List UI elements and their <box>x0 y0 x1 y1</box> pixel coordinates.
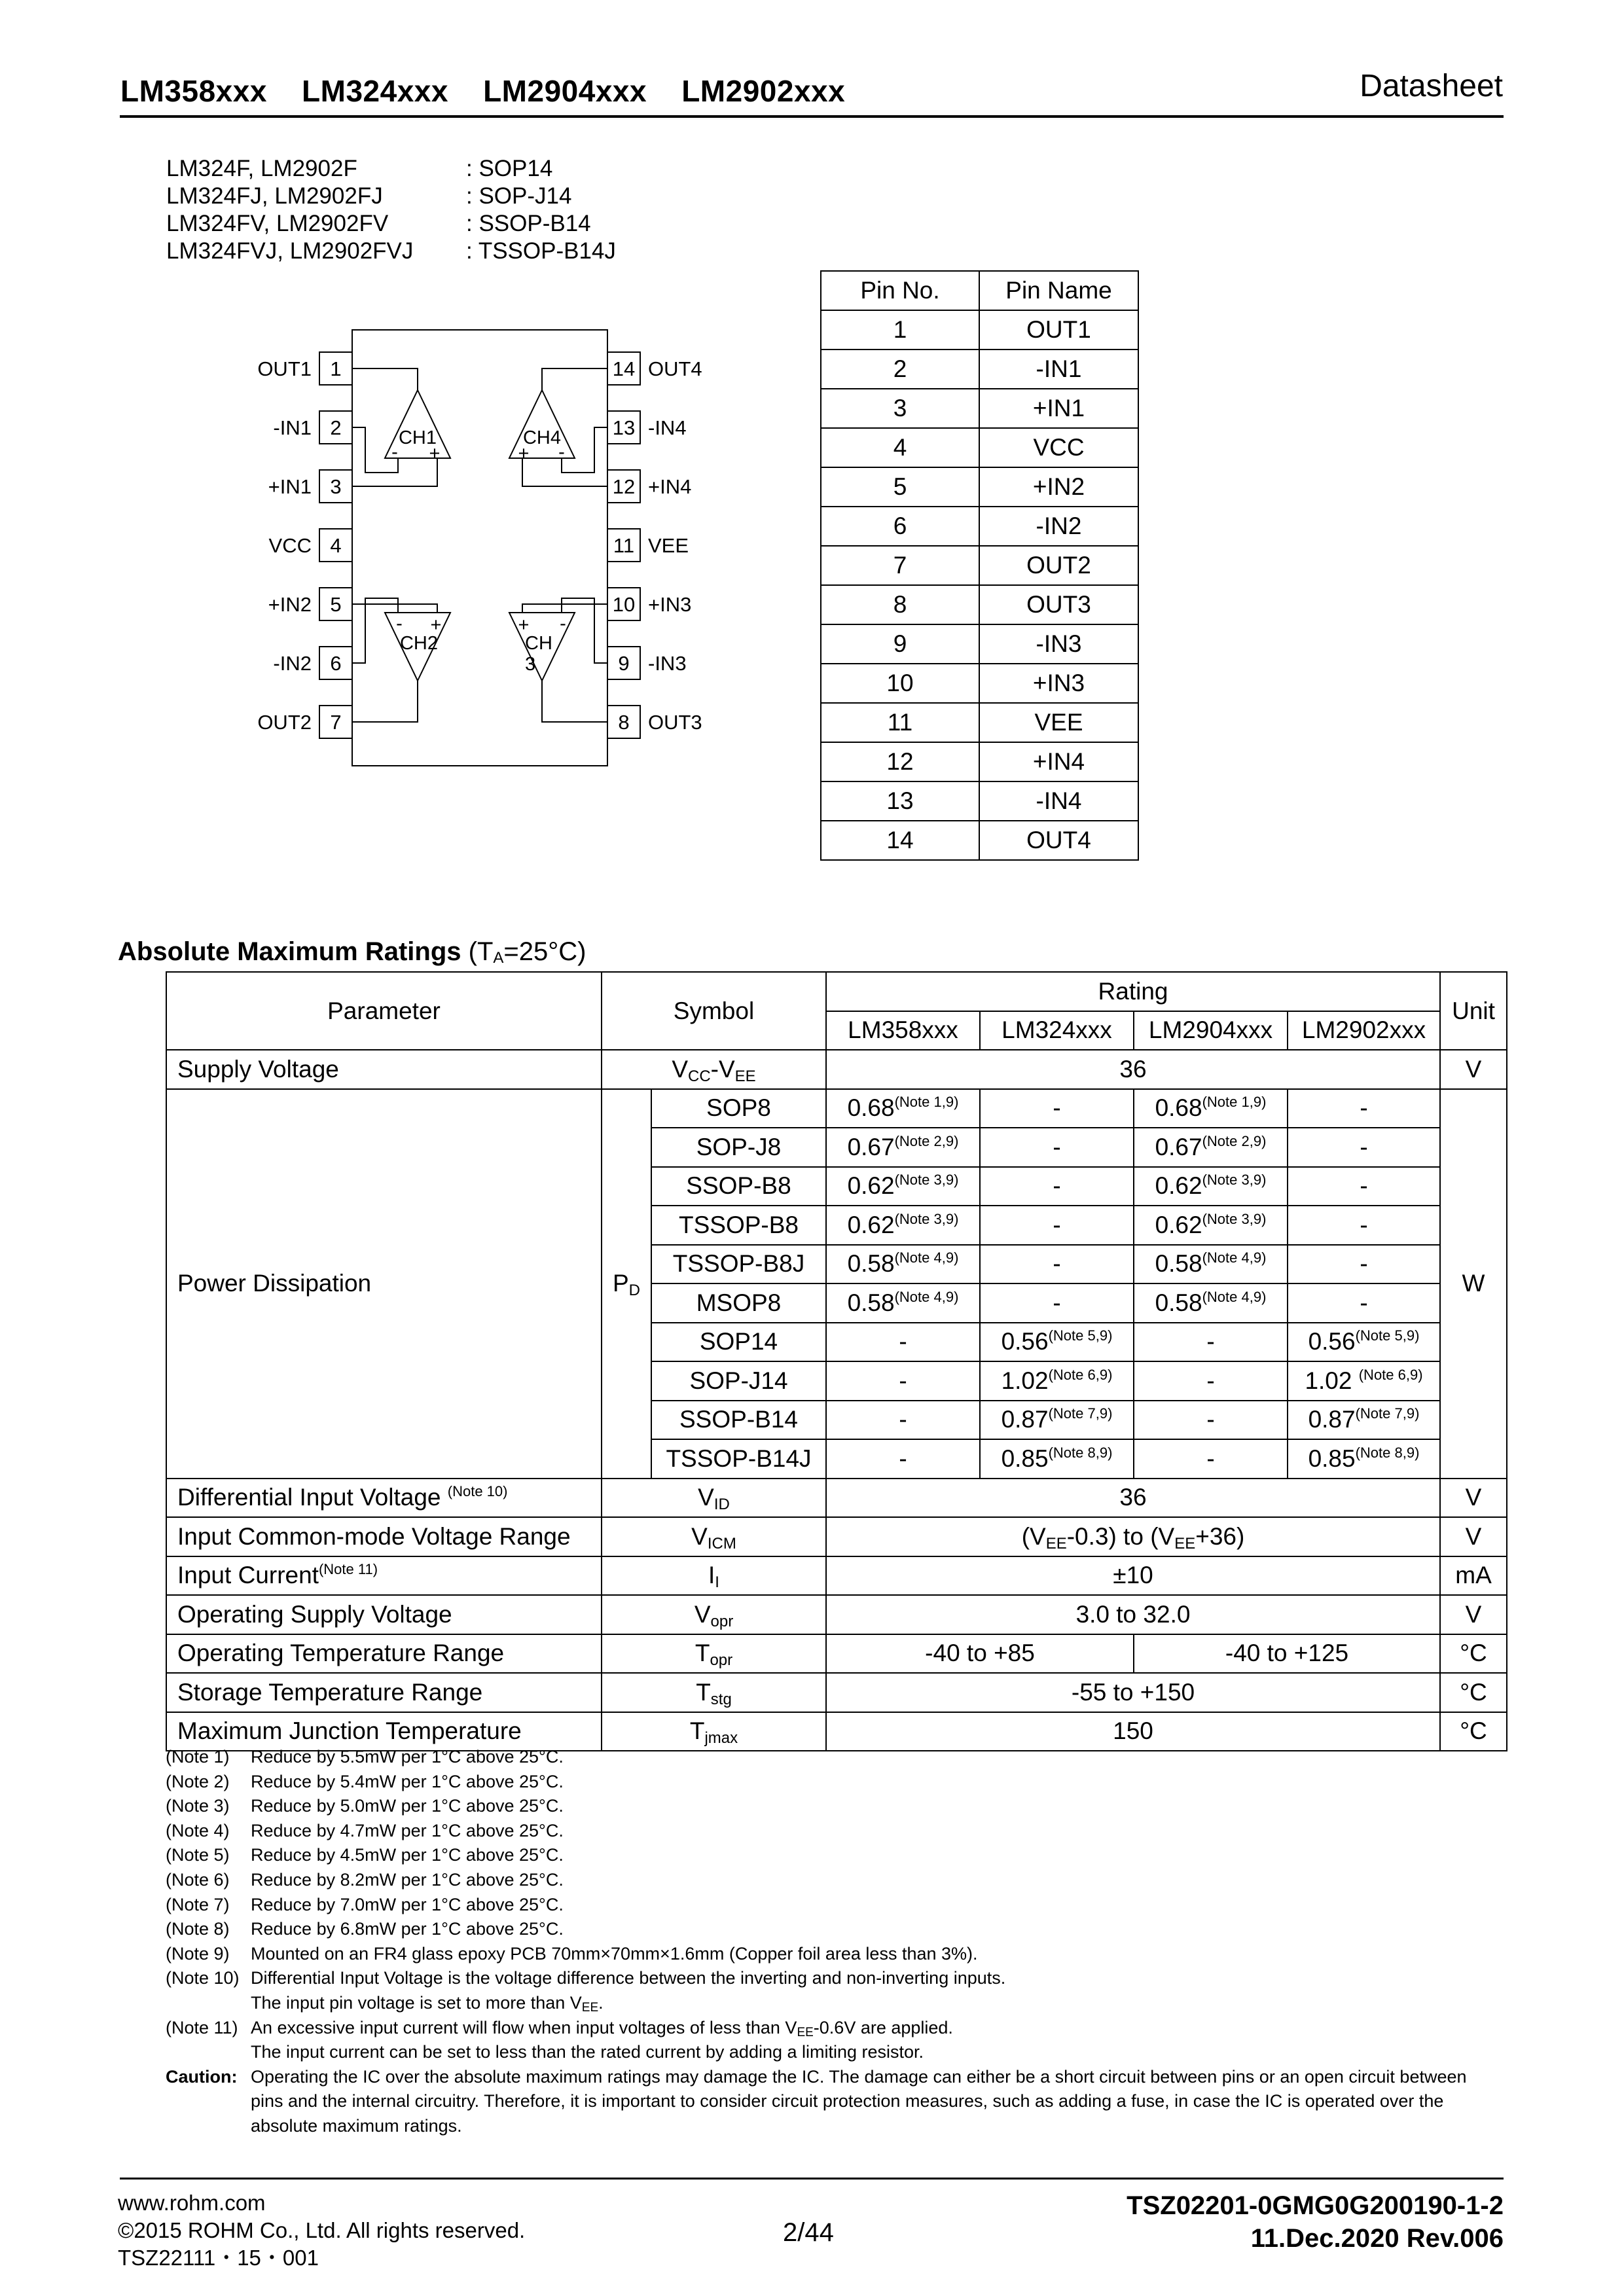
pin-number-cell: 3 <box>821 389 979 428</box>
value-cell: - <box>980 1245 1134 1284</box>
param-cell: Operating Temperature Range <box>166 1634 602 1674</box>
symbol-cell: $T_{stg}$ <box>602 1673 826 1712</box>
pin-number: 6 <box>330 652 342 675</box>
note-row: (Note 7) Reduce by 7.0mW per 1°C above 25°C. <box>166 1894 564 1914</box>
footer-right <box>1127 2189 1504 2255</box>
package-cell: SOP-J14 <box>651 1361 826 1401</box>
value-cell: $0.58^{(Note 4,9)}$ <box>826 1245 980 1284</box>
table-row <box>821 664 1138 703</box>
table-row <box>821 546 1138 585</box>
minus-sign: - <box>558 442 565 463</box>
pin-label-left: -IN1 <box>273 416 312 439</box>
pin-number: 12 <box>612 475 636 498</box>
table-row <box>166 1634 1507 1674</box>
pin-name-cell: VEE <box>979 703 1138 742</box>
value-cell: - <box>980 1206 1134 1245</box>
section-condition: $(T_A=25^\circ C)$ <box>468 937 586 967</box>
symbol-cell: $T_{jmax}$ <box>602 1712 826 1751</box>
value-cell: - <box>1288 1206 1440 1245</box>
pin-number-cell: 12 <box>821 742 979 781</box>
unit-cell: V <box>1440 1479 1507 1518</box>
value-cell: $0.85^{(Note 8,9)}$ <box>980 1439 1134 1479</box>
table-row <box>821 507 1138 546</box>
pin-name-cell: +IN3 <box>979 664 1138 703</box>
pin-number-cell: 4 <box>821 428 979 467</box>
symbol-cell: $V_{CC}-V_{EE}$ <box>602 1050 826 1089</box>
value-cell: $1.02^{(Note 6,9)}$ <box>980 1361 1134 1401</box>
table-row <box>821 624 1138 664</box>
package-cell: TSSOP-B8J <box>651 1245 826 1284</box>
minus-sign: - <box>391 442 398 463</box>
value-cell: $0.85^{(Note 8,9)}$ <box>1288 1439 1440 1479</box>
pin-number-cell: 14 <box>821 821 979 860</box>
pin-table <box>820 270 1139 861</box>
pin-number: 1 <box>330 357 342 380</box>
table-header: LM2904xxx <box>1134 1011 1288 1050</box>
package-cell: SOP8 <box>651 1089 826 1128</box>
footer-url[interactable]: www.rohm.com <box>118 2191 266 2215</box>
value-cell: $0.87^{(Note 7,9)}$ <box>1288 1401 1440 1440</box>
value-cell: $0.56^{(Note 5,9)}$ <box>1288 1323 1440 1362</box>
table-row <box>821 389 1138 428</box>
pin-number-cell: 6 <box>821 507 979 546</box>
note-row: (Note 1) Reduce by 5.5mW per 1°C above 25°C. <box>166 1747 564 1767</box>
package-cell: SSOP-B8 <box>651 1167 826 1206</box>
pin-number-cell: 9 <box>821 624 979 664</box>
package-cell: SOP-J8 <box>651 1128 826 1167</box>
package-type: : TSSOP-B14J <box>466 238 616 264</box>
package-list <box>166 155 616 265</box>
note-row: (Note 4) Reduce by 4.7mW per 1°C above 25°C. <box>166 1820 564 1840</box>
pin-number-cell: 11 <box>821 703 979 742</box>
plus-sign: + <box>518 443 530 464</box>
value-cell: - <box>1134 1401 1288 1440</box>
channel-label: CH <box>525 633 552 654</box>
value-cell: - <box>826 1323 980 1362</box>
table-row <box>821 742 1138 781</box>
pin-number: 8 <box>618 711 630 734</box>
package-type: : SSOP-B14 <box>466 211 591 236</box>
value-cell: $0.68^{(Note 1,9)}$ <box>826 1089 980 1128</box>
table-row <box>821 467 1138 507</box>
table-row <box>166 1517 1507 1556</box>
value-cell: - <box>826 1439 980 1479</box>
page-number: 2/44 <box>783 2218 834 2247</box>
section-title-text: Absolute Maximum Ratings <box>118 937 461 966</box>
header-rule <box>120 115 1504 118</box>
pin-name-cell: VCC <box>979 428 1138 467</box>
value-cell: - <box>1134 1323 1288 1362</box>
package-cell: SOP14 <box>651 1323 826 1362</box>
param-cell: Input Current$^{(Note 11)}$ <box>166 1556 602 1596</box>
pin-name-cell: +IN2 <box>979 467 1138 507</box>
pin-name-cell: -IN4 <box>979 781 1138 821</box>
pin-name-cell: -IN2 <box>979 507 1138 546</box>
unit-cell: °C <box>1440 1634 1507 1674</box>
note-row: The input current can be set to less than the rated current by adding a limiting resistor. <box>251 2042 924 2062</box>
value-cell: ±10 <box>826 1556 1440 1596</box>
plus-sign: + <box>518 615 530 636</box>
table-row <box>821 703 1138 742</box>
unit-cell: W <box>1440 1089 1507 1479</box>
table-row <box>166 1050 1507 1089</box>
package-row <box>166 183 616 210</box>
pin-number: 5 <box>330 593 342 616</box>
pin-label-left: +IN1 <box>268 475 312 498</box>
table-header: Unit <box>1440 972 1507 1050</box>
param-cell: Operating Supply Voltage <box>166 1595 602 1634</box>
value-cell: - <box>826 1361 980 1401</box>
pin-label-right: -IN4 <box>648 416 687 439</box>
pin-label-right: -IN3 <box>648 652 687 675</box>
table-header: Pin No. <box>821 271 979 310</box>
value-cell: $0.58^{(Note 4,9)}$ <box>1134 1283 1288 1323</box>
value-cell: 1.02 $^{(Note 6,9)}$ <box>1288 1361 1440 1401</box>
pin-name-cell: OUT4 <box>979 821 1138 860</box>
header-doc-type: Datasheet <box>1360 69 1503 103</box>
package-type: : SOP-J14 <box>466 183 572 209</box>
table-row <box>166 1556 1507 1596</box>
pin-number-cell: 8 <box>821 585 979 624</box>
pin-label-left: -IN2 <box>273 652 312 675</box>
symbol-cell: $V_{ID}$ <box>602 1479 826 1518</box>
note-row: (Note 11) An excessive input current will flow when input voltages of less than $V_{EE}-0.6V$ are applied. <box>166 2017 953 2039</box>
note-row: The input pin voltage is set to more than $V_{EE}$. <box>251 1992 604 2015</box>
param-cell: Supply Voltage <box>166 1050 602 1089</box>
pin-number: 2 <box>330 416 342 439</box>
pin-number: 13 <box>612 416 636 439</box>
pin-label-right: OUT4 <box>648 357 702 380</box>
ic-body <box>352 330 607 766</box>
value-cell: $0.67^{(Note 2,9)}$ <box>826 1128 980 1167</box>
value-cell: $0.58^{(Note 4,9)}$ <box>826 1283 980 1323</box>
note-row: (Note 10) Differential Input Voltage is the voltage difference between the inverting and non-inverting inputs. <box>166 1968 1006 1988</box>
footer-left <box>118 2189 525 2272</box>
pin-label-right: +IN4 <box>648 475 692 498</box>
minus-sign: - <box>560 613 566 634</box>
table-header: LM358xxx <box>826 1011 980 1050</box>
header-title: LM358xxx LM324xxx LM2904xxx LM2902xxx <box>120 74 846 108</box>
pin-number: 7 <box>330 711 342 734</box>
pin-label-right: VEE <box>648 534 689 557</box>
footer-code: TSZ22111・15・001 <box>118 2246 319 2270</box>
notes-section <box>166 1745 1488 2139</box>
pin-number: 3 <box>330 475 342 498</box>
date-revision: 11.Dec.2020 Rev.006 <box>1250 2224 1504 2253</box>
note-row: (Note 8) Reduce by 6.8mW per 1°C above 25°C. <box>166 1919 564 1939</box>
note-row: (Note 9) Mounted on an FR4 glass epoxy PCB 70mm×70mm×1.6mm (Copper foil area less than 3%). <box>166 1943 978 1964</box>
pin-number: 9 <box>618 652 630 675</box>
table-row <box>821 310 1138 350</box>
symbol-cell: $P_D$ <box>602 1089 651 1479</box>
plus-sign: + <box>430 615 442 636</box>
section-title <box>118 937 586 967</box>
symbol-cell: $V_{opr}$ <box>602 1595 826 1634</box>
note-row: (Note 6) Reduce by 8.2mW per 1°C above 25°C. <box>166 1869 564 1890</box>
pin-label-left: OUT1 <box>257 357 312 380</box>
pin-label-left: VCC <box>268 534 312 557</box>
value-cell: -55 to +150 <box>826 1673 1440 1712</box>
package-type: : SOP14 <box>466 156 553 181</box>
value-cell: $0.56^{(Note 5,9)}$ <box>980 1323 1134 1362</box>
table-header: Parameter <box>166 972 602 1050</box>
value-cell: 36 <box>826 1050 1440 1089</box>
pin-number: 14 <box>612 357 636 380</box>
value-cell: $0.68^{(Note 1,9)}$ <box>1134 1089 1288 1128</box>
value-cell: - <box>980 1128 1134 1167</box>
footer-rule <box>120 2178 1504 2179</box>
pin-number-cell: 1 <box>821 310 979 350</box>
channel-label: CH2 <box>399 633 439 654</box>
param-cell: Input Common-mode Voltage Range <box>166 1517 602 1556</box>
table-row <box>166 1089 1507 1128</box>
package-row <box>166 155 616 183</box>
pin-name-cell: OUT3 <box>979 585 1138 624</box>
package-parts: LM324FJ, LM2902FJ <box>166 183 383 209</box>
pin-name-cell: -IN3 <box>979 624 1138 664</box>
value-cell: $0.58^{(Note 4,9)}$ <box>1134 1245 1288 1284</box>
pin-number-cell: 13 <box>821 781 979 821</box>
package-parts: LM324FV, LM2902FV <box>166 211 389 236</box>
pin-number: 4 <box>330 534 342 557</box>
footer-copyright: ©2015 ROHM Co., Ltd. All rights reserved. <box>118 2218 526 2242</box>
value-cell: 3.0 to 32.0 <box>826 1595 1440 1634</box>
package-cell: SSOP-B14 <box>651 1401 826 1440</box>
unit-cell: V <box>1440 1595 1507 1634</box>
pin-name-cell: OUT2 <box>979 546 1138 585</box>
table-row <box>166 1595 1507 1634</box>
pin-name-cell: +IN4 <box>979 742 1138 781</box>
unit-cell: mA <box>1440 1556 1507 1596</box>
pin-number-cell: 2 <box>821 350 979 389</box>
table-header: Symbol <box>602 972 826 1050</box>
symbol-cell: $T_{opr}$ <box>602 1634 826 1674</box>
unit-cell: V <box>1440 1050 1507 1089</box>
pin-name-cell: -IN1 <box>979 350 1138 389</box>
table-row <box>821 585 1138 624</box>
value-cell: 36 <box>826 1479 1440 1518</box>
value-cell: $0.87^{(Note 7,9)}$ <box>980 1401 1134 1440</box>
pin-name-cell: +IN1 <box>979 389 1138 428</box>
note-row: (Note 5) Reduce by 4.5mW per 1°C above 25°C. <box>166 1845 564 1865</box>
param-cell: Power Dissipation <box>166 1089 602 1479</box>
value-cell: - <box>980 1283 1134 1323</box>
param-cell: Storage Temperature Range <box>166 1673 602 1712</box>
note-row: (Note 2) Reduce by 5.4mW per 1°C above 25°C. <box>166 1771 564 1791</box>
value-cell: - <box>980 1167 1134 1206</box>
value-cell: - <box>1288 1283 1440 1323</box>
value-cell: - <box>1288 1245 1440 1284</box>
table-row <box>821 781 1138 821</box>
doc-code: TSZ02201-0GMG0G200190-1-2 <box>1127 2191 1504 2220</box>
pin-number: 10 <box>612 593 636 616</box>
value-cell: - <box>1288 1089 1440 1128</box>
symbol-cell: $I_I$ <box>602 1556 826 1596</box>
channel-label: 3 <box>525 654 536 675</box>
pin-number-cell: 7 <box>821 546 979 585</box>
plus-sign: + <box>429 443 441 464</box>
table-header: LM2902xxx <box>1288 1011 1440 1050</box>
value-cell: - <box>1134 1439 1288 1479</box>
value-cell: - <box>1288 1167 1440 1206</box>
package-parts: LM324F, LM2902F <box>166 156 357 181</box>
table-header: Pin Name <box>979 271 1138 310</box>
param-cell: Differential Input Voltage $^{(Note 10)}$ <box>166 1479 602 1518</box>
value-cell: - <box>1134 1361 1288 1401</box>
unit-cell: °C <box>1440 1673 1507 1712</box>
pin-number-cell: 10 <box>821 664 979 703</box>
pin-name-cell: OUT1 <box>979 310 1138 350</box>
pin-number-cell: 5 <box>821 467 979 507</box>
table-header-row <box>821 271 1138 310</box>
value-cell: -40 to +125 <box>1134 1634 1440 1674</box>
package-row <box>166 210 616 238</box>
table-header: LM324xxx <box>980 1011 1134 1050</box>
value-cell: 150 <box>826 1712 1440 1751</box>
table-row <box>821 350 1138 389</box>
unit-cell: V <box>1440 1517 1507 1556</box>
channel-label: CH4 <box>522 427 562 448</box>
table-row <box>166 1479 1507 1518</box>
pin-label-left: +IN2 <box>268 593 312 616</box>
value-cell: - <box>826 1401 980 1440</box>
value-cell: $0.62^{(Note 3,9)}$ <box>1134 1206 1288 1245</box>
pin-label-left: OUT2 <box>257 711 312 734</box>
minus-sign: - <box>396 613 403 634</box>
channel-label: CH1 <box>398 427 437 448</box>
symbol-cell: $V_{ICM}$ <box>602 1517 826 1556</box>
value-cell: - <box>980 1089 1134 1128</box>
value-cell: $0.62^{(Note 3,9)}$ <box>1134 1167 1288 1206</box>
table-row <box>821 428 1138 467</box>
table-row <box>821 821 1138 860</box>
package-cell: MSOP8 <box>651 1283 826 1323</box>
table-header-row <box>166 972 1507 1011</box>
value-cell: $(V_{EE}-0.3)$ to $(V_{EE}+36)$ <box>826 1517 1440 1556</box>
value-cell: -40 to +85 <box>826 1634 1134 1674</box>
pin-diagram <box>242 327 727 772</box>
value-cell: $0.62^{(Note 3,9)}$ <box>826 1167 980 1206</box>
pin-label-right: +IN3 <box>648 593 692 616</box>
pin-label-right: OUT3 <box>648 711 702 734</box>
value-cell: - <box>1288 1128 1440 1167</box>
package-cell: TSSOP-B8 <box>651 1206 826 1245</box>
unit-cell: °C <box>1440 1712 1507 1751</box>
table-row <box>166 1673 1507 1712</box>
caution-row: Caution: Operating the IC over the absolute maximum ratings may damage the IC. The damage can either be a short circuit between pins or an open circuit between pins and the internal circuitry. Therefore, it is important to consider circuit protection measures, such as adding a fuse, in case the IC is operated over the absolute maximum ratings. <box>166 2066 1467 2136</box>
value-cell: $0.67^{(Note 2,9)}$ <box>1134 1128 1288 1167</box>
param-cell: Maximum Junction Temperature <box>166 1712 602 1751</box>
ratings-table <box>166 971 1507 1751</box>
package-parts: LM324FVJ, LM2902FVJ <box>166 238 414 264</box>
pin-number: 11 <box>613 534 635 557</box>
package-cell: TSSOP-B14J <box>651 1439 826 1479</box>
table-header: Rating <box>826 972 1440 1011</box>
note-row: (Note 3) Reduce by 5.0mW per 1°C above 25°C. <box>166 1796 564 1816</box>
value-cell: $0.62^{(Note 3,9)}$ <box>826 1206 980 1245</box>
package-row <box>166 238 616 265</box>
